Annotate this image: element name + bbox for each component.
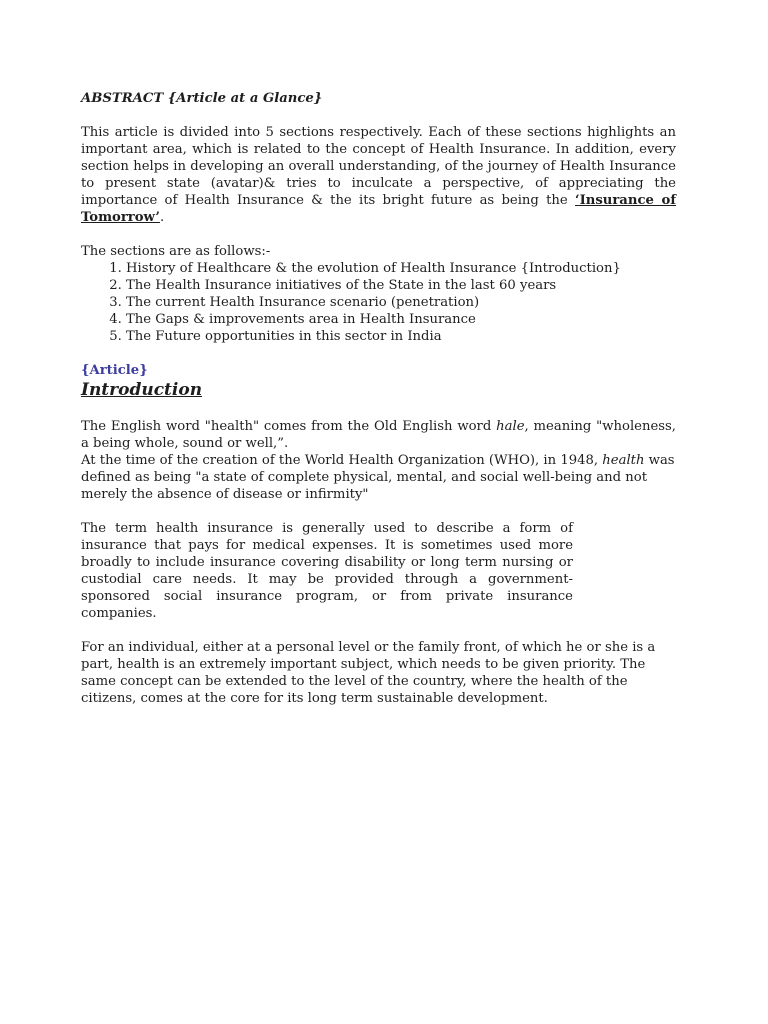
abstract-text: This article is divided into 5 sections respectively. Each of these sections highlights an important area, which is related to the concept of Health Insurance. In addition, every section helps in developing an overall understanding, of the journey of Health Insurance to present state (avatar)& tries to inculcate a perspective, of appreciating the importance of Health Insurance & the its bright future as being the: [81, 125, 676, 208]
abstract-text-end: .: [159, 210, 165, 225]
list-item: 4. The Gaps & improvements area in Health Insurance: [126, 311, 676, 328]
health-word: health: [602, 453, 645, 468]
document-page: [81, 90, 676, 707]
who-text: At the time of the creation of the World Health Organization (WHO), in 1948,: [81, 453, 603, 468]
who-text-end: was defined as being "a state of complete physical, mental, and social well-being and not merely the absence of disease or infirmity": [81, 453, 675, 502]
list-item: 2. The Health Insurance initiatives of the State in the last 60 years: [126, 277, 676, 294]
individual-health-paragraph: For an individual, either at a personal level or the family front, of which he or she is a part, health is an extremely important subject, which needs to be given priority. The same concept can be extended to the level of the country, where the health of the citizens, comes at the core for its long term sustainable development.: [81, 640, 656, 706]
sections-intro: The sections are as follows:-: [81, 244, 271, 259]
who-definition-paragraph: [81, 452, 676, 503]
health-etymology-paragraph: [81, 418, 676, 452]
insurance-of-tomorrow-highlight: ‘Insurance of Tomorrow’: [81, 193, 676, 225]
etymology-text-end: , meaning "wholeness, a being whole, sound or well,”.: [81, 419, 676, 451]
introduction-heading: Introduction: [81, 380, 203, 400]
list-item: 5. The Future opportunities in this sector in India: [126, 328, 676, 345]
article-tag: {Article}: [81, 363, 148, 378]
list-item: 3. The current Health Insurance scenario (penetration): [126, 294, 676, 311]
abstract-title: ABSTRACT {Article at a Glance}: [81, 91, 323, 106]
etymology-text: The English word "health" comes from the Old English word: [81, 419, 497, 434]
list-item: 1. History of Healthcare & the evolution of Health Insurance {Introduction}: [126, 260, 676, 277]
sections-list: [81, 260, 676, 345]
hale-word: hale: [496, 419, 525, 434]
abstract-paragraph: [81, 124, 676, 226]
health-insurance-definition-paragraph: The term health insurance is generally used to describe a form of insurance that pays for medical expenses. It is sometimes used more broadly to include insurance covering disability or long term nursing or custodial care needs. It may be provided through a government-sponsored social insurance program, or from private insurance companies.: [81, 521, 573, 621]
